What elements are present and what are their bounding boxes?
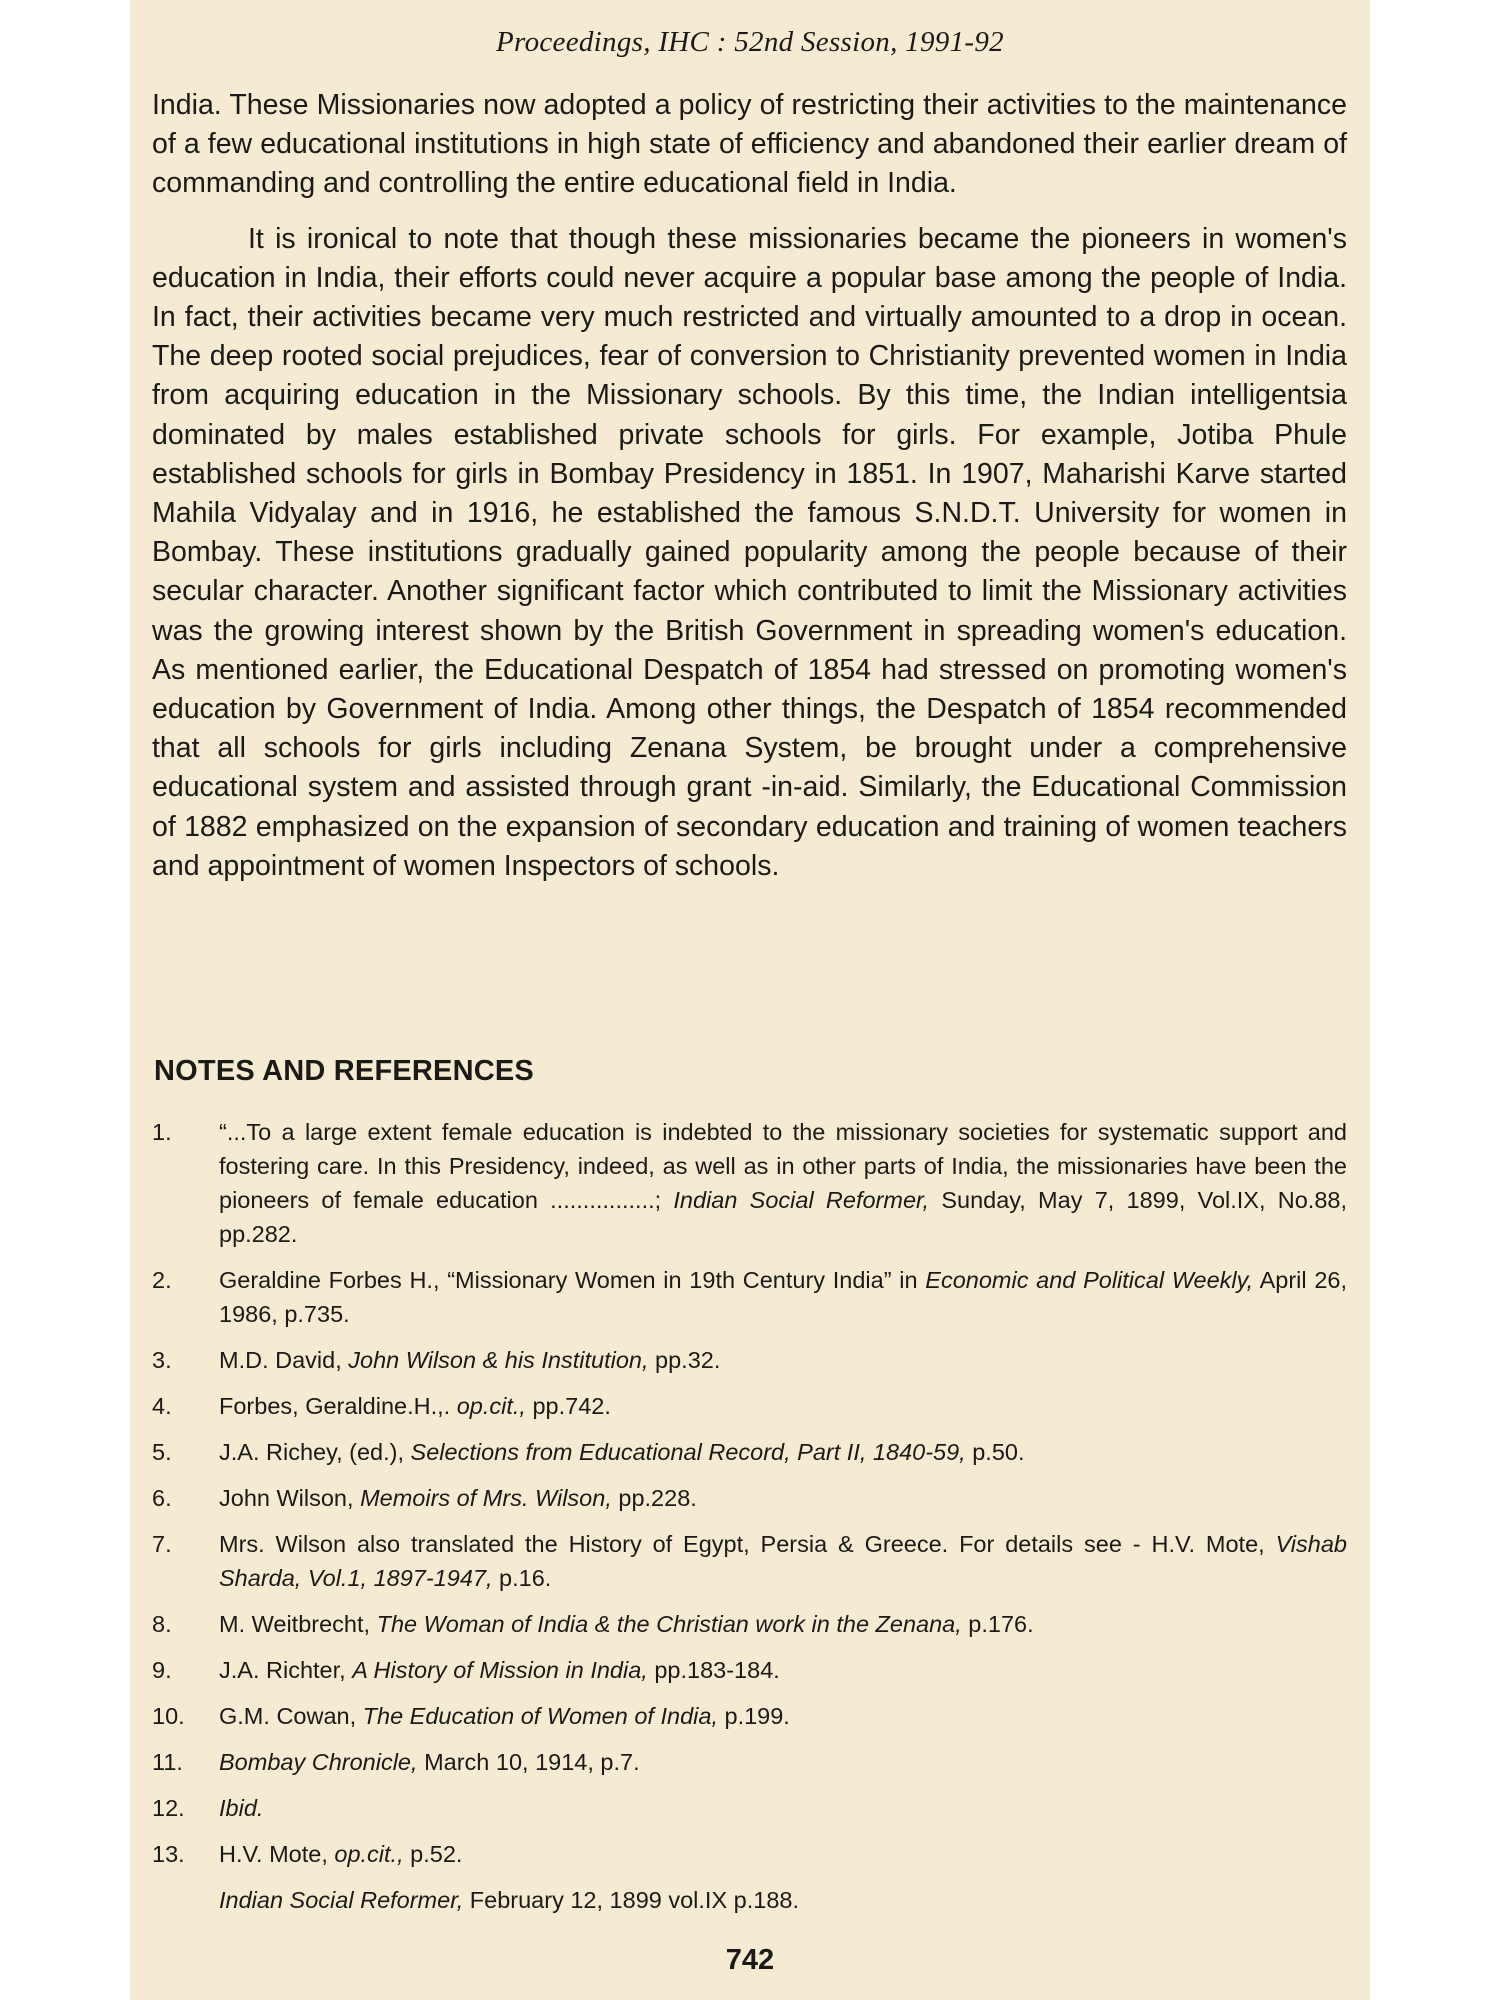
note-text: M. Weitbrecht, The Woman of India & the Christian work in the Zenana, p.176.: [219, 1611, 1034, 1637]
page-number: 742: [725, 1944, 775, 1976]
paragraph: It is ironical to note that though these missionaries became the pioneers in women's education in India, their efforts could never acquire a popular base among the people of India. In fact, their activities became very much restricted and virtually amounted to a drop in ocean. The deep rooted social prejudices, fear of conversion to Christianity prevented women in India from acquiring education in the Missionary schools. By this time, the Indian intelligentsia dominated by males established private schools for girls. For example, Jotiba Phule established schools for girls in Bombay Presidency in 1851. In 1907, Maharishi Karve started Mahila Vidyalay and in 1916, he established the famous S.N.D.T. University for women in Bombay. These institutions gradually gained popularity among the people because of their secular character. Another significant factor which contributed to limit the Missionary activities was the growing interest shown by the British Government in spreading women's education. As mentioned earlier, the Educational Despatch of 1854 had stressed on promoting women's education by Government of India. Among other things, the Despatch of 1854 recommended that all schools for girls including Zenana System, be brought under a comprehensive educational system and assisted through grant -in-aid. Similarly, the Educational Commission of 1882 emphasized on the expansion of secondary education and training of women teachers and appointment of women Inspectors of schools.: [152, 222, 1347, 882]
note-number: 7.: [152, 1531, 172, 1557]
note-text: J.A. Richey, (ed.), Selections from Educational Record, Part II, 1840-59, p.50.: [219, 1439, 1025, 1465]
note-number: 6.: [152, 1485, 172, 1511]
note-number: 10.: [152, 1703, 185, 1729]
note-text: Ibid.: [219, 1795, 264, 1821]
document-page: [130, 0, 1370, 2000]
note-number: 3.: [152, 1347, 172, 1373]
notes-list: [152, 1115, 1347, 1883]
note-text: John Wilson, Memoirs of Mrs. Wilson, pp.228.: [219, 1485, 697, 1511]
note-number: 13.: [152, 1841, 185, 1867]
note-text: M.D. David, John Wilson & his Institution, pp.32.: [219, 1347, 721, 1373]
note-item: [152, 1607, 1347, 1641]
note-number: 11.: [152, 1749, 183, 1775]
note-number: 1.: [152, 1119, 172, 1145]
note-number: 4.: [152, 1393, 172, 1419]
note-text: Bombay Chronicle, March 10, 1914, p.7.: [219, 1749, 640, 1775]
note-item: [152, 1699, 1347, 1733]
note-item: [152, 1389, 1347, 1423]
note-text: G.M. Cowan, The Education of Women of India, p.199.: [219, 1703, 790, 1729]
note-number: 5.: [152, 1439, 172, 1465]
notes-heading: NOTES AND REFERENCES: [154, 1055, 534, 1087]
note-continuation: Indian Social Reformer, February 12, 1899 vol.IX p.188.: [219, 1887, 800, 1913]
note-item: [152, 1745, 1347, 1779]
note-item: [152, 1653, 1347, 1687]
note-text: “...To a large extent female education is indebted to the missionary societies for systematic support and fostering care. In this Presidency, indeed, as well as in other parts of India, the missionaries have been the pioneers of female education ................; Indian Social Reformer, Sunday, May 7, 1899, Vol.IX, No.88, pp.282.: [219, 1119, 1347, 1247]
note-text: Forbes, Geraldine.H.,. op.cit., pp.742.: [219, 1393, 611, 1419]
body-text: [152, 86, 1347, 886]
note-item: [152, 1115, 1347, 1251]
note-item: [152, 1527, 1347, 1595]
note-number: 9.: [152, 1657, 172, 1683]
note-item: [152, 1263, 1347, 1331]
note-item: [152, 1343, 1347, 1377]
note-item: [152, 1837, 1347, 1871]
note-text: Geraldine Forbes H., “Missionary Women in 19th Century India” in Economic and Political Weekly, April 26, 1986, p.735.: [219, 1267, 1347, 1327]
note-item: [152, 1791, 1347, 1825]
note-text: J.A. Richter, A History of Mission in India, pp.183-184.: [219, 1657, 780, 1683]
note-item: [152, 1435, 1347, 1469]
note-number: 8.: [152, 1611, 172, 1637]
note-number: 2.: [152, 1267, 172, 1293]
note-text: Mrs. Wilson also translated the History of Egypt, Persia & Greece. For details see - H.V. Mote, Vishab Sharda, Vol.1, 1897-1947, p.16.: [219, 1531, 1347, 1591]
note-item: [152, 1481, 1347, 1515]
running-header: Proceedings, IHC : 52nd Session, 1991-92: [496, 26, 1004, 58]
note-text: H.V. Mote, op.cit., p.52.: [219, 1841, 463, 1867]
note-number: 12.: [152, 1795, 185, 1821]
paragraph: India. These Missionaries now adopted a policy of restricting their activities to the maintenance of a few educational institutions in high state of efficiency and abandoned their earlier dream of commanding and controlling the entire educational field in India.: [152, 89, 1347, 200]
